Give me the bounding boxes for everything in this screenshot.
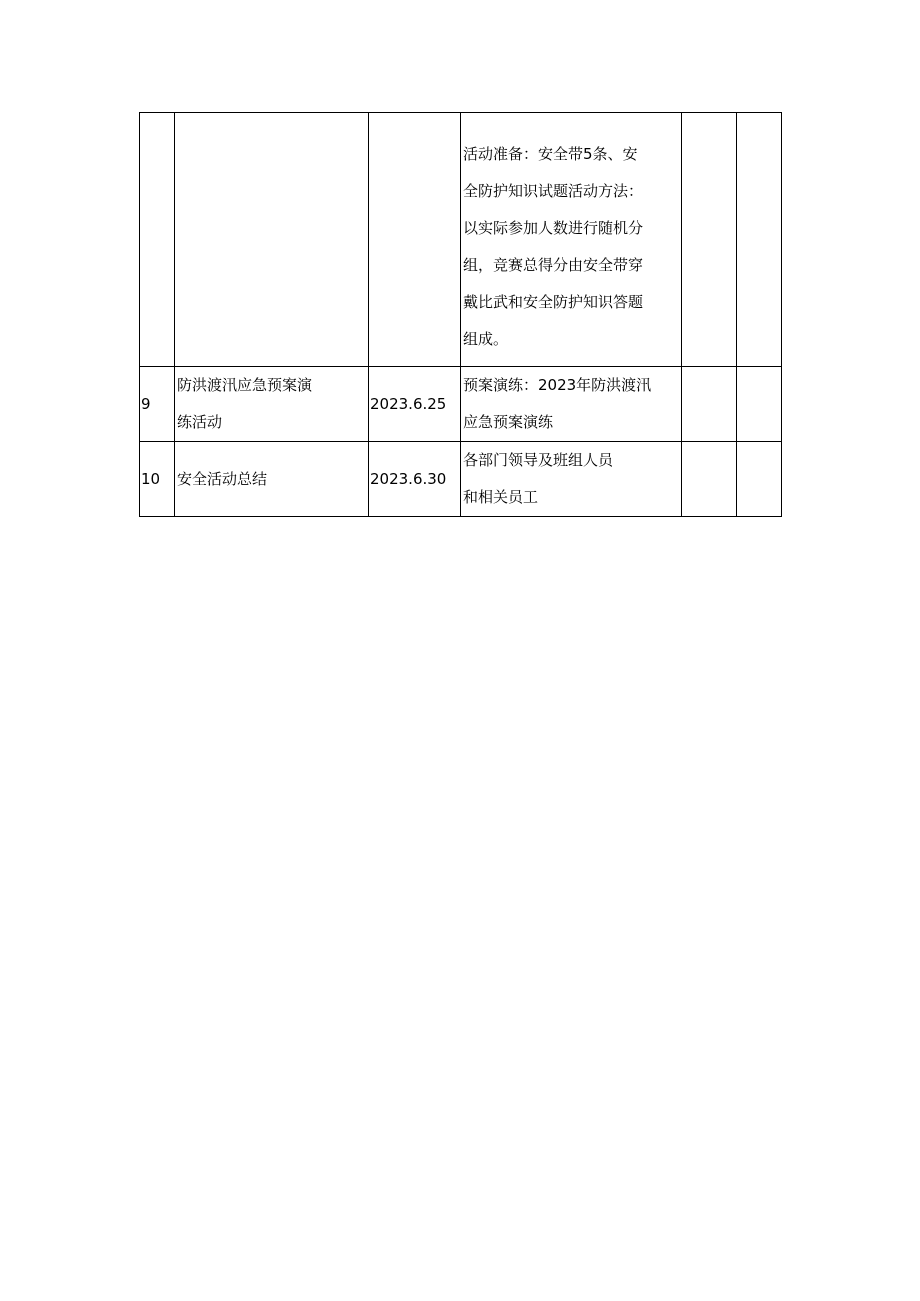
empty-cell — [737, 442, 782, 517]
empty-cell — [682, 442, 737, 517]
empty-cell — [682, 367, 737, 442]
activity-date-cell — [369, 113, 461, 367]
empty-cell — [737, 113, 782, 367]
empty-cell — [737, 367, 782, 442]
table-row — [140, 113, 782, 367]
table-row — [140, 367, 782, 442]
activity-content-cell: 各部门领导及班组人员 和相关员工 — [461, 442, 682, 517]
activity-content-cell: 活动准备：安全带5条、安 全防护知识试题活动方法： 以实际参加人数进行随机分 组，竞赛总得分由安全带穿 戴比武和安全防护知识答题 组成。 — [461, 113, 682, 367]
row-number-cell — [140, 113, 175, 367]
activity-name-cell: 安全活动总结 — [175, 442, 369, 517]
activity-date-cell: 2023.6.30 — [369, 442, 461, 517]
activity-content-cell: 预案演练：2023年防洪渡汛 应急预案演练 — [461, 367, 682, 442]
activity-date-cell: 2023.6.25 — [369, 367, 461, 442]
activity-name-cell: 防洪渡汛应急预案演 练活动 — [175, 367, 369, 442]
activity-schedule-table — [139, 112, 782, 517]
row-number-cell: 10 — [140, 442, 175, 517]
row-number-cell: 9 — [140, 367, 175, 442]
empty-cell — [682, 113, 737, 367]
table-row — [140, 442, 782, 517]
activity-name-cell — [175, 113, 369, 367]
